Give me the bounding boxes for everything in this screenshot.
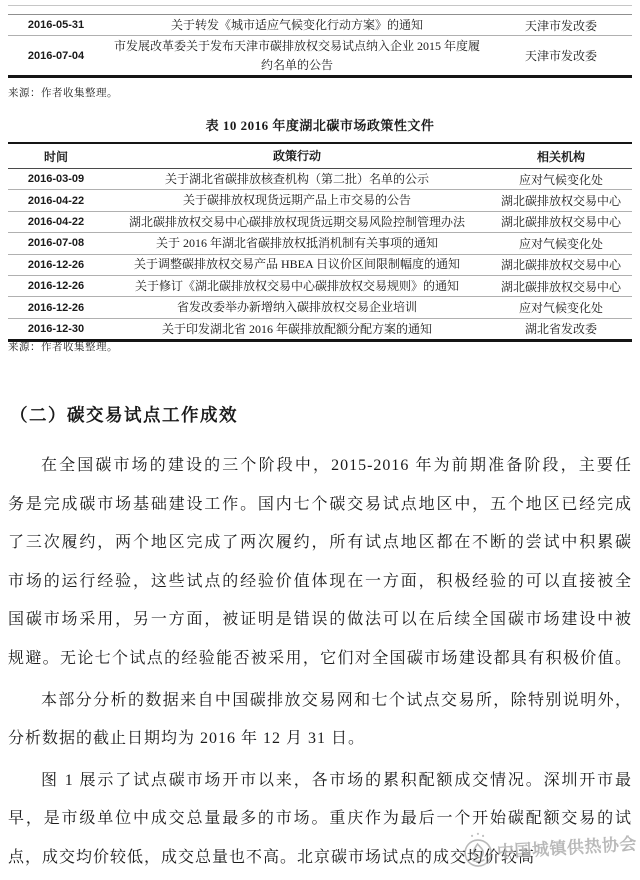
body-line: 国碳市场采用，另一方面，被证明是错误的做法可以在后续全国碳市场建设中被 [8, 611, 632, 629]
policy-date: 2016-12-26 [27, 258, 85, 271]
policy-agency: 应对气候变化处 [518, 172, 603, 187]
source-note: 来源：作者收集整理。 [8, 88, 118, 99]
body-line: 点，成交均价较低，成交总量也不高。北京碳市场试点的成交均价较高 [8, 848, 536, 866]
table-row [8, 211, 632, 232]
policy-action: 湖北碳排放权交易中心碳排放权现货远期交易风险控制管理办法 [128, 214, 465, 229]
body-line: 早，是市级单位中成交总量最多的市场。重庆作为最后一个开始碳配额交易的试 [8, 810, 632, 828]
body-line: 在全国碳市场的建设的三个阶段中，2015-2016 年为前期准备阶段，主要任 [41, 457, 632, 474]
cutoff-row-separator [8, 5, 632, 6]
watermark-text: 中国城镇供热协会 [496, 833, 638, 862]
table-row [8, 189, 632, 210]
policy-date: 2016-12-26 [27, 280, 85, 293]
policy-agency: 湖北省发改委 [524, 322, 597, 337]
source-note: 来源：作者收集整理。 [8, 342, 118, 353]
paragraph [8, 762, 632, 878]
body-line: 市场的运行经验，这些试点的经验价值体现在一方面，积极经验的可以直接被全 [8, 572, 632, 590]
policy-date: 2016-07-08 [27, 237, 85, 250]
table-row [8, 15, 632, 35]
policy-date: 2016-12-30 [27, 322, 85, 335]
col-header-time: 时间 [43, 149, 68, 164]
table10-title: 表 10 2016 年度湖北碳市场政策性文件 [205, 118, 435, 133]
policy-agency: 天津市发改委 [524, 18, 597, 33]
policy-agency: 湖北碳排放权交易中心 [500, 258, 621, 273]
table-row [8, 254, 632, 275]
policy-action: 关于修订《湖北碳排放权交易中心碳排放权交易规则》的通知 [134, 278, 459, 293]
policy-action: 关于转发《城市适应气候变化行动方案》的通知 [170, 17, 423, 32]
hubei-policy-table [8, 142, 632, 342]
body-line: 分析数据的截止日期均为 2016 年 12 月 31 日。 [8, 730, 366, 748]
policy-date: 2016-07-04 [27, 49, 85, 62]
paragraph [8, 447, 632, 679]
policy-date: 2016-04-22 [27, 215, 85, 228]
table-row [8, 35, 632, 75]
col-header-action: 政策行动 [272, 148, 321, 163]
policy-action: 省发改委举办新增纳入碳排放权交易企业培训 [176, 300, 417, 315]
policy-agency: 湖北碳排放权交易中心 [500, 279, 621, 294]
policy-action: 关于碳排放权现货远期产品上市交易的公告 [182, 193, 411, 208]
table-row [8, 318, 632, 339]
body-line: 规避。无论七个试点的经验能否被采用，它们对全国碳市场建设都具有积极价值。 [8, 649, 632, 667]
policy-action: 关于湖北省碳排放核查机构（第二批）名单的公示 [164, 171, 429, 186]
policy-agency: 天津市发改委 [524, 49, 597, 63]
tianjin-policy-table-fragment [8, 14, 632, 78]
policy-agency: 应对气候变化处 [518, 236, 603, 251]
policy-agency: 应对气候变化处 [518, 301, 603, 316]
table-row [8, 169, 632, 189]
col-header-agency: 相关机构 [536, 149, 585, 164]
table-row [8, 296, 632, 317]
table-row [8, 275, 632, 296]
policy-date: 2016-03-09 [27, 173, 85, 186]
body-line: 本部分分析的数据来自中国碳排放交易网和七个试点交易所，除特别说明外， [41, 691, 632, 709]
policy-agency: 湖北碳排放权交易中心 [500, 215, 621, 230]
policy-action: 关于调整碳排放权交易产品 HBEA 日议价区间限制幅度的通知 [133, 257, 460, 272]
policy-agency: 湖北碳排放权交易中心 [500, 194, 621, 209]
body-line: 务是完成碳市场基础建设工作。国内七个碳交易试点地区中，五个地区已经完成 [8, 495, 632, 513]
policy-date: 2016-05-31 [27, 19, 85, 31]
section-heading: （二）碳交易试点工作成效 [10, 405, 238, 425]
body-line: 了三次履约，两个地区完成了两次履约，所有试点地区都在不断的尝试中积累碳 [8, 534, 632, 552]
body-line: 图 1 展示了试点碳市场开市以来，各市场的累积配额成交情况。深圳开市最 [41, 771, 632, 789]
policy-action: 关于 2016 年湖北省碳排放权抵消机制有关事项的通知 [155, 236, 438, 251]
policy-action: 市发展改革委关于发布天津市碳排放权交易试点纳入企业 2015 年度履约名单的公告 [113, 38, 480, 72]
table-row [8, 232, 632, 253]
paragraph [8, 682, 632, 759]
policy-action: 关于印发湖北省 2016 年碳排放配额分配方案的通知 [161, 321, 432, 336]
body-text [8, 447, 632, 878]
policy-date: 2016-04-22 [27, 194, 85, 207]
policy-date: 2016-12-26 [27, 301, 85, 314]
table-header-row [8, 144, 632, 169]
